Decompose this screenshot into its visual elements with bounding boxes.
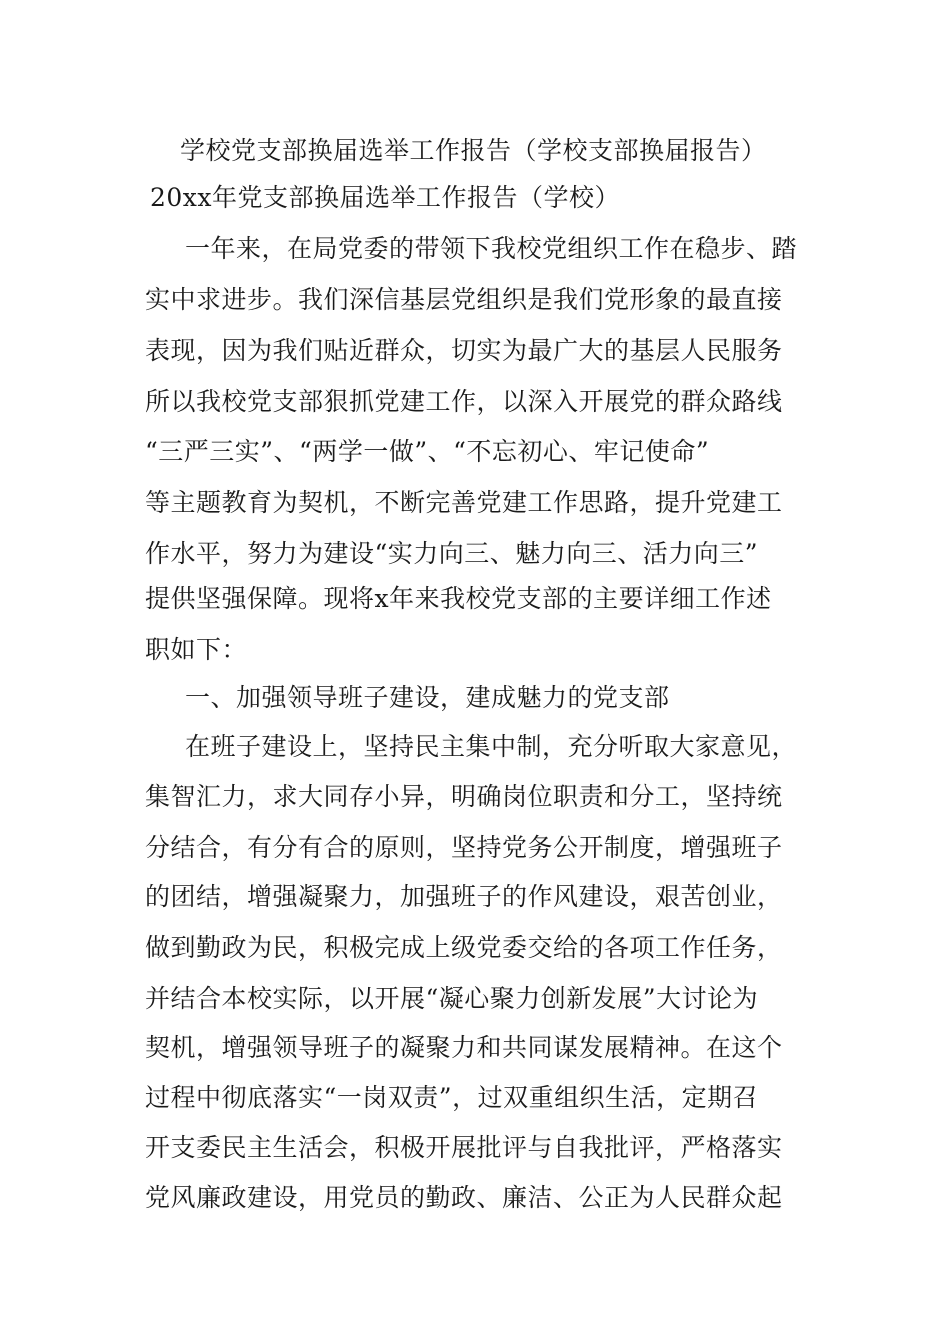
paragraph-line: 作水平，努力为建设“实力向三、魅力向三、活力向三” xyxy=(145,539,759,568)
paragraph-line: 所以我校党支部狠抓党建工作，以深入开展党的群众路线 xyxy=(145,387,783,416)
paragraph-line: 的团结，增强凝聚力，加强班子的作风建设，艰苦创业， xyxy=(145,882,783,911)
paragraph-line: 并结合本校实际，以开展“凝心聚力创新发展”大讨论为 xyxy=(145,984,759,1013)
paragraph-line: 实中求进步。我们深信基层党组织是我们党形象的最直接 xyxy=(145,285,783,314)
section-heading: 一、加强领导班子建设，建成魅力的党支部 xyxy=(185,683,670,712)
paragraph-line: 分结合，有分有合的原则，坚持党务公开制度，增强班子 xyxy=(145,833,783,862)
document-subtitle: 20xx年党支部换届选举工作报告（学校） xyxy=(150,183,621,212)
paragraph-line: 一年来，在局党委的带领下我校党组织工作在稳步、踏 xyxy=(185,234,798,263)
paragraph-line: 集智汇力，求大同存小异，明确岗位职责和分工，坚持统 xyxy=(145,782,783,811)
paragraph-line: 提供坚强保障。现将x年来我校党支部的主要详细工作述 xyxy=(145,584,772,613)
paragraph-line: 职如下： xyxy=(145,635,248,664)
paragraph-line: 做到勤政为民，积极完成上级党委交给的各项工作任务， xyxy=(145,933,783,962)
paragraph-line: 过程中彻底落实“一岗双责”，过双重组织生活，定期召 xyxy=(145,1083,759,1112)
paragraph-line: 等主题教育为契机，不断完善党建工作思路，提升党建工 xyxy=(145,488,783,517)
paragraph-line: “三严三实”、“两学一做”、“不忘初心、牢记使命” xyxy=(145,437,710,466)
paragraph-line: 党风廉政建设，用党员的勤政、廉洁、公正为人民群众起 xyxy=(145,1183,783,1212)
paragraph-line: 开支委民主生活会，积极开展批评与自我批评，严格落实 xyxy=(145,1133,783,1162)
paragraph-line: 表现，因为我们贴近群众，切实为最广大的基层人民服务 xyxy=(145,336,783,365)
document-title: 学校党支部换届选举工作报告（学校支部换届报告） xyxy=(180,136,767,165)
paragraph-line: 在班子建设上，坚持民主集中制，充分听取大家意见， xyxy=(185,732,798,761)
paragraph-line: 契机，增强领导班子的凝聚力和共同谋发展精神。在这个 xyxy=(145,1033,783,1062)
